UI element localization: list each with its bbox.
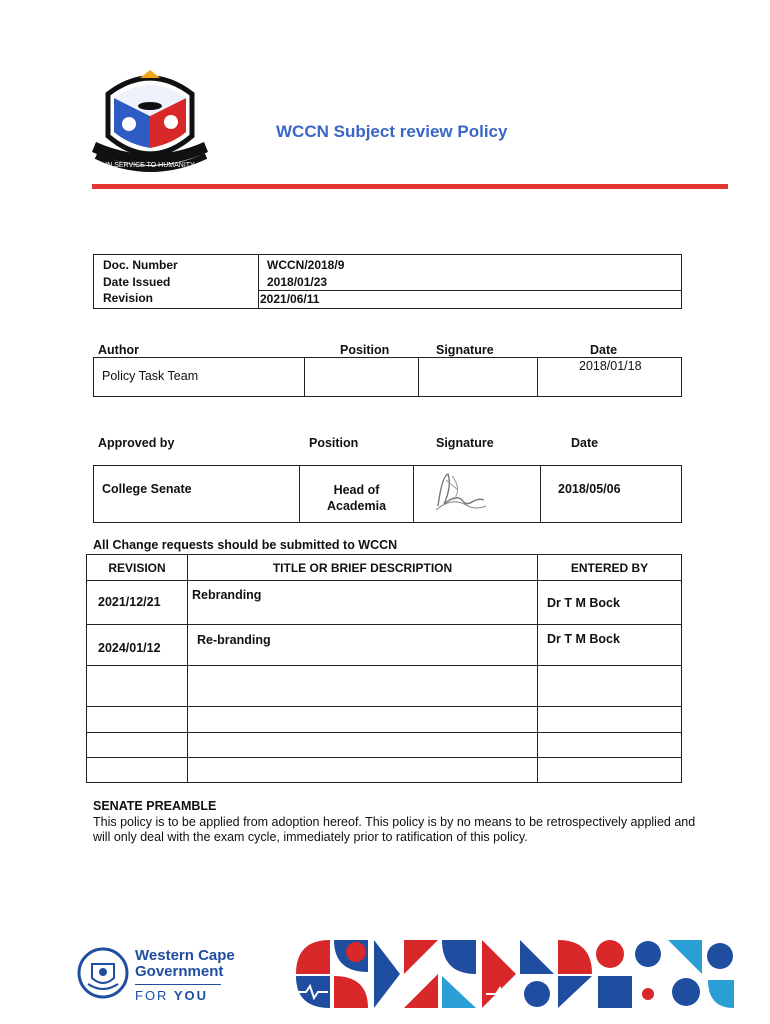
wcg-line2: Government <box>135 963 224 980</box>
approved-signature-header: Signature <box>436 436 494 450</box>
approved-name: College Senate <box>102 482 192 496</box>
revision-col-header: REVISION <box>87 555 188 581</box>
table-row <box>87 625 682 666</box>
wcg-line1: Western Cape <box>135 947 235 964</box>
doc-number-value: WCCN/2018/9 <box>267 258 345 272</box>
row-revision: 2024/01/12 <box>87 625 188 666</box>
approved-position-line1: Head of <box>333 483 380 497</box>
author-position-header: Position <box>340 343 390 357</box>
author-date: 2018/01/18 <box>579 359 642 373</box>
table-row-empty <box>87 707 682 733</box>
approved-position-header: Position <box>309 436 359 450</box>
doc-number-label: Doc. Number <box>103 258 178 272</box>
row-entered: Dr T M Bock <box>538 625 682 666</box>
row-title: Rebranding <box>188 581 538 625</box>
entered-col-header: ENTERED BY <box>538 555 682 581</box>
approved-date: 2018/05/06 <box>558 482 621 496</box>
row-revision: 2021/12/21 <box>87 581 188 625</box>
approved-position <box>300 482 413 514</box>
doc-info-table <box>93 254 682 309</box>
date-issued-value: 2018/01/23 <box>267 274 328 289</box>
wcg-you: YOU <box>173 988 209 1003</box>
title-col-header: TITLE OR BRIEF DESCRIPTION <box>188 555 538 581</box>
table-row-empty <box>87 733 682 758</box>
approved-position-line2: Academia <box>326 499 387 513</box>
wcg-for: FOR <box>135 988 169 1003</box>
row-title: Re-branding <box>188 625 538 666</box>
preamble-text: This policy is to be applied from adoption hereof. This policy is by no means to be retrospectively applied and will only deal with the exam cycle, immediately prior to ratification of this policy. <box>93 814 696 844</box>
author-header: Author <box>98 343 139 357</box>
college-logo <box>88 66 214 182</box>
revision-value: 2021/06/11 <box>259 290 681 308</box>
approved-header: Approved by <box>98 436 175 450</box>
signature-image <box>432 466 488 518</box>
row-entered: Dr T M Bock <box>538 581 682 625</box>
table-row-empty <box>87 666 682 707</box>
header-divider <box>92 184 728 189</box>
change-request-note: All Change requests should be submitted to WCCN <box>93 538 398 552</box>
table-row <box>87 581 682 625</box>
footer-decorative-pattern <box>296 934 734 1008</box>
wcg-crest-icon <box>76 946 130 1000</box>
author-name: Policy Task Team <box>102 369 199 383</box>
revision-table <box>86 554 682 783</box>
author-signature-header: Signature <box>436 343 494 357</box>
approved-date-header: Date <box>571 436 599 450</box>
svg-text:IN SERVICE TO HUMANITY: IN SERVICE TO HUMANITY <box>105 162 195 169</box>
revision-label: Revision <box>103 291 154 305</box>
senate-preamble <box>93 799 713 846</box>
table-row-empty <box>87 758 682 783</box>
date-issued-label: Date Issued <box>103 274 171 289</box>
wcg-wordmark <box>135 948 235 1004</box>
preamble-heading: SENATE PREAMBLE <box>93 799 217 813</box>
author-date-header: Date <box>590 343 618 357</box>
document-title: WCCN Subject review Policy <box>276 122 508 141</box>
